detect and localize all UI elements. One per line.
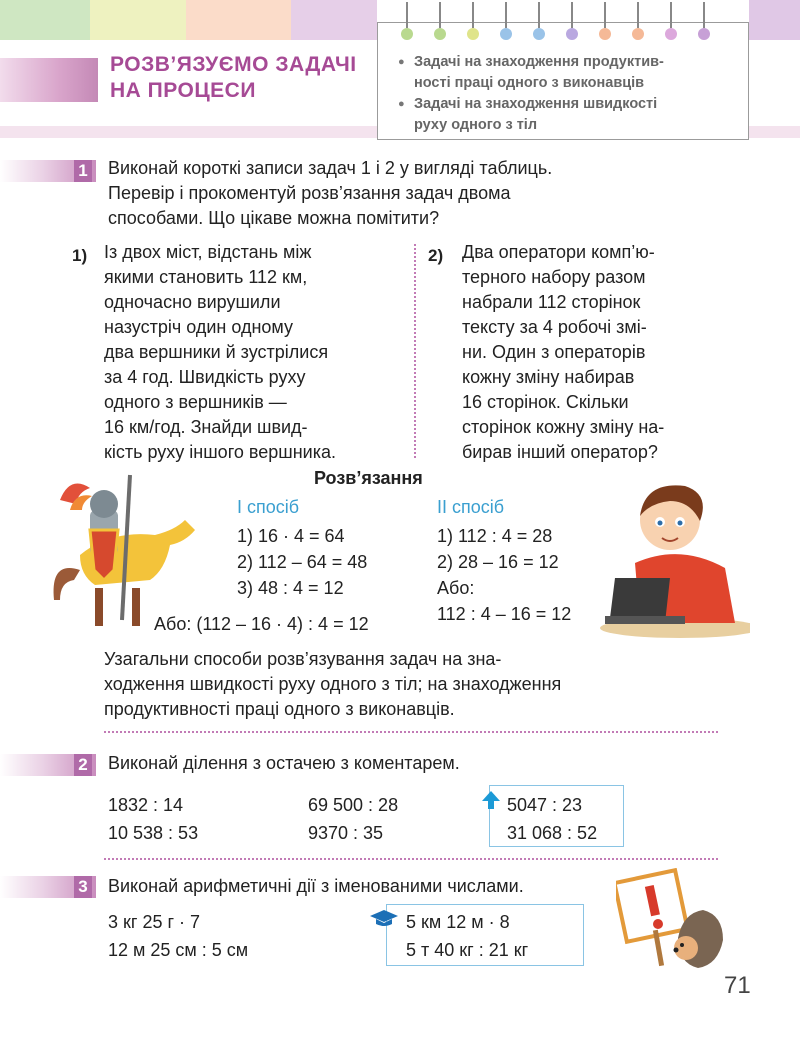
section-divider	[104, 858, 718, 860]
task2-column3: 5047 : 23 31 068 : 52	[507, 795, 598, 843]
task2-text: Виконай ділення з остачею з коментарем.	[108, 753, 460, 773]
problem2-label: 2)	[428, 246, 444, 265]
task-number: 2	[74, 754, 92, 776]
notepad-rings	[377, 0, 749, 46]
way1-label: І спосіб	[237, 497, 300, 517]
task-number: 1	[74, 160, 92, 182]
note-item: ● Задачі на знаходження швидкості руху одного з тіл	[398, 94, 758, 136]
header-strip	[291, 0, 377, 40]
hedgehog-illustration	[616, 868, 726, 973]
knight-illustration	[40, 470, 200, 630]
task2-column2: 69 500 : 28 9370 : 35	[308, 795, 399, 843]
way1-steps: 1) 16 · 4 = 64 2) 112 – 64 = 48 3) 48 : 4 = 12	[237, 526, 368, 598]
page-number: 71	[724, 972, 751, 999]
problem1-text: Із двох міст, відстань між якими становить 112 км, одночасно вирушили назустріч один одному два вершники й зустрілися за 4 год. Швидкість руху одного з вершників — 16 км/год. Знайди швид- кість руху іншого вершника.	[104, 242, 336, 462]
header-strip	[749, 0, 800, 40]
solution-title: Розв’язання	[314, 468, 423, 488]
topic-notes	[398, 52, 758, 136]
task2-column1: 1832 : 14 10 538 : 53	[108, 795, 199, 843]
way2-label: ІІ спосіб	[437, 497, 505, 517]
way1-alternative: Або: (112 – 16 · 4) : 4 = 12	[154, 614, 369, 634]
column-divider	[414, 244, 416, 458]
arrow-up-icon	[481, 790, 501, 810]
title-bar	[0, 58, 98, 102]
header-strip	[0, 0, 90, 40]
task3-column1: 3 кг 25 г · 7 12 м 25 см : 5 см	[108, 912, 249, 960]
way2-steps: 1) 112 : 4 = 28 2) 28 – 16 = 12 Або: 112 : 4 – 16 = 12	[437, 526, 572, 624]
task3-text: Виконай арифметичні дії з іменованими числами.	[108, 876, 524, 896]
problem1-label: 1)	[72, 246, 88, 265]
problem2-text: Два оператори комп’ю- терного набору разом набрали 112 сторінок тексту за 4 робочі змі- ни. Один з операторів кожну зміну набирав 16 сторінок. Скільки сторінок кожну зміну на- бирав інший оператор?	[462, 242, 665, 462]
header-strip	[90, 0, 186, 40]
page-title: РОЗВ’ЯЗУЄМО ЗАДАЧІ НА ПРОЦЕСИ	[110, 53, 357, 102]
boy-laptop-illustration	[585, 478, 750, 638]
task-number: 3	[74, 876, 92, 898]
task3-column2: 5 км 12 м · 8 5 т 40 кг : 21 кг	[406, 912, 529, 960]
task1-text: Виконай короткі записи задач 1 і 2 у вигляді таблиць. Перевір і прокоментуй розв’язання задач двома способами. Що цікаве можна помітити?	[108, 158, 553, 228]
section-divider	[104, 731, 718, 733]
summary-text: Узагальни способи розв’язування задач на зна- ходження швидкості руху одного з тіл; на знаходження продуктивності праці одного з виконавців.	[104, 649, 562, 719]
note-item: ● Задачі на знаходження продуктив- ності праці одного з виконавців	[398, 52, 758, 94]
header-strip	[186, 0, 291, 40]
graduation-cap-icon	[369, 908, 399, 928]
